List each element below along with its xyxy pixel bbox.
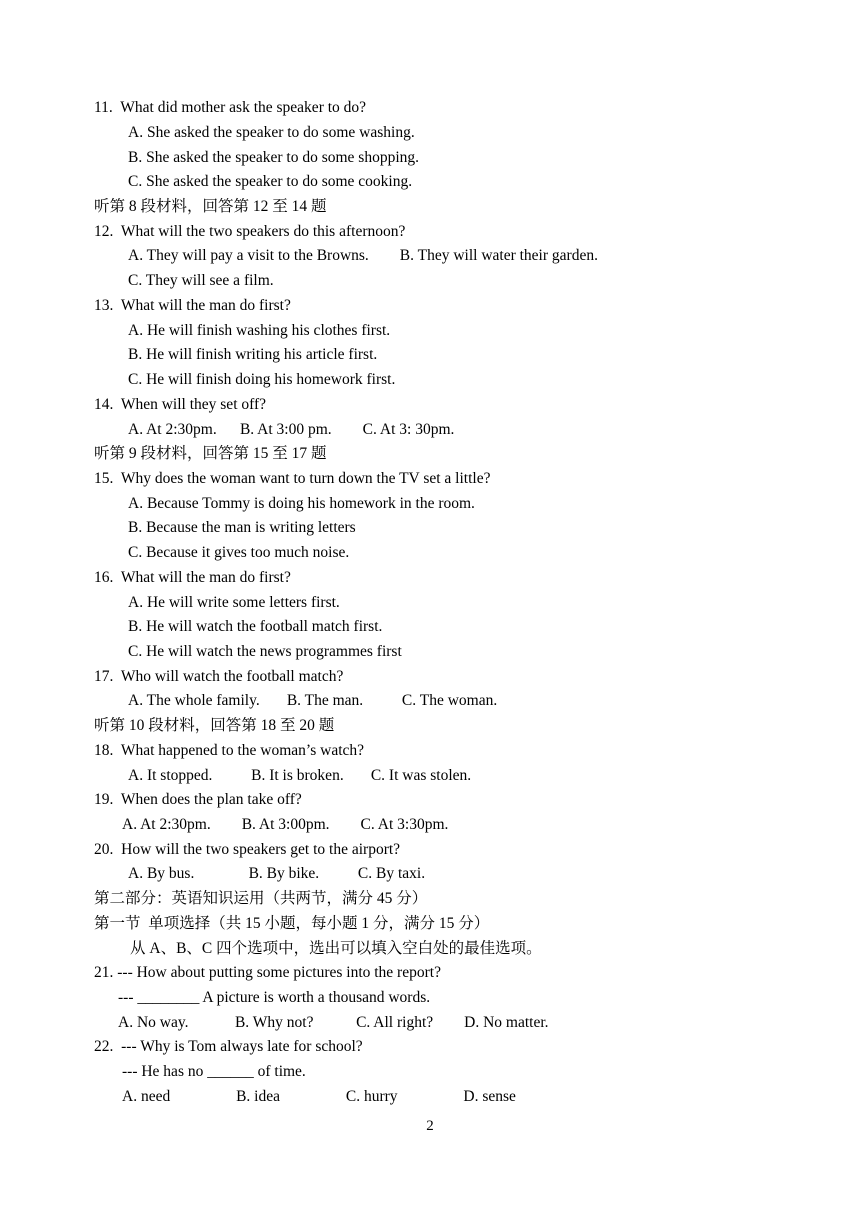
question-14: 14. When will they set off? — [94, 396, 267, 413]
option-13a: A. He will finish washing his clothes first. — [128, 322, 391, 339]
options-17: A. The whole family. B. The man. C. The woman. — [128, 692, 498, 709]
question-13: 13. What will the man do first? — [94, 297, 291, 314]
question-22: 22. --- Why is Tom always late for school? — [94, 1038, 363, 1055]
option-15a: A. Because Tommy is doing his homework in the room. — [128, 495, 475, 512]
dialogue-21-reply: --- ________ A picture is worth a thousand words. — [118, 989, 431, 1006]
question-15: 15. Why does the woman want to turn down the TV set a little? — [94, 470, 491, 487]
question-18: 18. What happened to the woman’s watch? — [94, 742, 365, 759]
option-15b: B. Because the man is writing letters — [128, 519, 356, 536]
page-number: 2 — [426, 1118, 434, 1134]
section-heading-9: 听第 9 段材料，回答第 15 至 17 题 — [94, 445, 327, 462]
options-19: A. At 2:30pm. B. At 3:00pm. C. At 3:30pm. — [122, 816, 449, 833]
dialogue-22-reply: --- He has no ______ of time. — [122, 1063, 306, 1080]
section-heading-10: 听第 10 段材料，回答第 18 至 20 题 — [94, 717, 335, 734]
option-13c: C. He will finish doing his homework first. — [128, 371, 396, 388]
option-16b: B. He will watch the football match first. — [128, 618, 383, 635]
question-11: 11. What did mother ask the speaker to do? — [94, 99, 367, 116]
section-heading-8: 听第 8 段材料，回答第 12 至 14 题 — [94, 198, 327, 215]
question-17: 17. Who will watch the football match? — [94, 668, 344, 685]
options-20: A. By bus. B. By bike. C. By taxi. — [128, 865, 426, 882]
options-22: A. need B. idea C. hurry D. sense — [122, 1088, 516, 1105]
option-16c: C. He will watch the news programmes first — [128, 643, 402, 660]
question-19: 19. When does the plan take off? — [94, 791, 302, 808]
question-16: 16. What will the man do first? — [94, 569, 291, 586]
part-two-heading: 第二部分：英语知识运用（共两节，满分 45 分） — [94, 890, 428, 907]
options-14: A. At 2:30pm. B. At 3:00 pm. C. At 3: 30pm. — [128, 421, 455, 438]
instructions: 从 A、B、C 四个选项中，选出可以填入空白处的最佳选项。 — [130, 940, 542, 957]
options-12ab: A. They will pay a visit to the Browns. B. They will water their garden. — [128, 247, 598, 264]
question-21: 21. --- How about putting some pictures into the report? — [94, 964, 441, 981]
option-12c: C. They will see a film. — [128, 272, 274, 289]
section-one-heading: 第一节 单项选择（共 15 小题，每小题 1 分，满分 15 分） — [94, 915, 490, 932]
option-15c: C. Because it gives too much noise. — [128, 544, 350, 561]
question-12: 12. What will the two speakers do this afternoon? — [94, 223, 406, 240]
option-11c: C. She asked the speaker to do some cooking. — [128, 173, 413, 190]
question-20: 20. How will the two speakers get to the airport? — [94, 841, 401, 858]
option-11a: A. She asked the speaker to do some washing. — [128, 124, 415, 141]
options-18: A. It stopped. B. It is broken. C. It was stolen. — [128, 767, 472, 784]
option-13b: B. He will finish writing his article first. — [128, 346, 378, 363]
option-11b: B. She asked the speaker to do some shopping. — [128, 149, 420, 166]
options-21: A. No way. B. Why not? C. All right? D. No matter. — [118, 1014, 549, 1031]
option-16a: A. He will write some letters first. — [128, 594, 340, 611]
